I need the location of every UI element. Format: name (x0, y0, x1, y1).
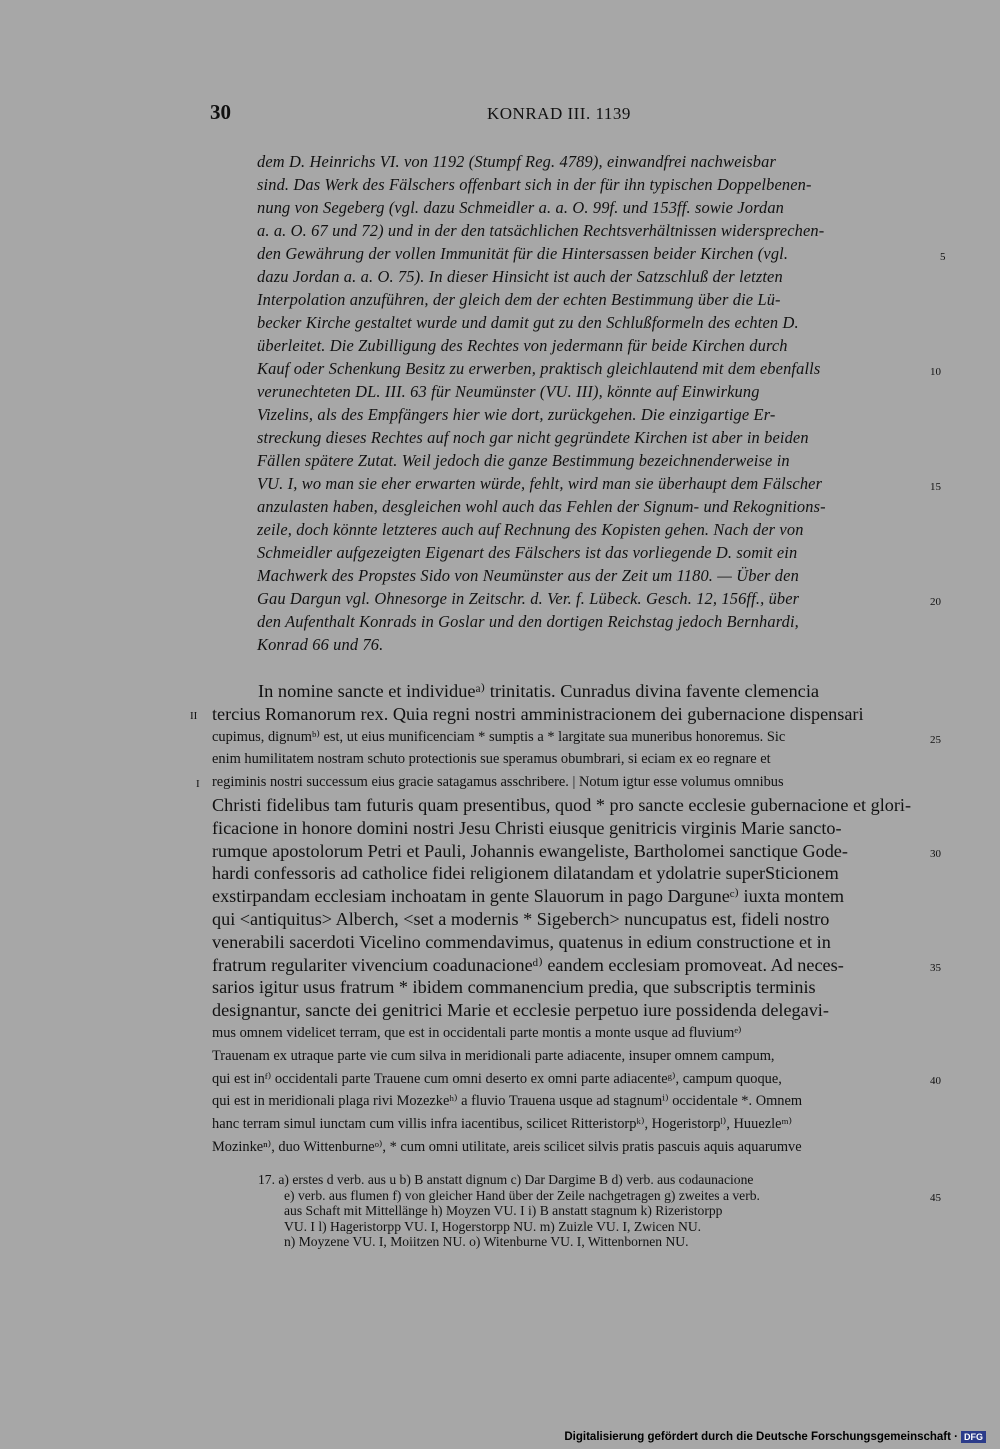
commentary-line: den Aufenthalt Konrads in Goslar und den dortigen Reichstag jedoch Bernhardi, (257, 612, 799, 631)
charter-line: cupimus, dignumᵇ⁾ est, ut eius munificenciam * sumptis a * largitate sua muneribus honoremus. Sic (212, 728, 786, 745)
note-line: VU. I l) Hageristorpp VU. I, Hogerstorpp NU. m) Zuizle VU. I, Zwicen NU. (284, 1218, 702, 1234)
charter-text (212, 680, 922, 1159)
commentary-line: zeile, doch könnte letzteres auch auf Rechnung des Kopisten gehen. Nach der von (257, 520, 804, 539)
charter-line: hanc terram simul iunctam cum villis infra iacentibus, scilicet Ritteristorpᵏ⁾, Hogeristorpˡ⁾, Huuezleᵐ⁾ (212, 1116, 793, 1133)
commentary-line: Interpolation anzuführen, der gleich dem der echten Bestimmung über die Lü- (257, 290, 781, 309)
charter-line: qui est inᶠ⁾ occidentali parte Trauene cum omni deserto ex omni parte adiacenteᵍ⁾, campum quoque, (212, 1070, 782, 1087)
footer-text: Digitalisierung gefördert durch die Deutsche Forschungsgemeinschaft (564, 1431, 951, 1443)
commentary-line: Gau Dargun vgl. Ohnesorge in Zeitschr. d. Ver. f. Lübeck. Gesch. 12, 156ff., über (257, 589, 800, 608)
charter-line: hardi confessoris ad catholice fidei religionem dilatandam et ydolatrie superSticionem (212, 863, 839, 884)
charter-line: mus omnem videlicet terram, que est in occidentali parte montis a monte usque ad fluviumᵉ⁾ (212, 1024, 742, 1041)
commentary-line: Kauf oder Schenkung Besitz zu erwerben, praktisch gleichlautend mit dem ebenfalls (257, 359, 821, 378)
charter-line: exstirpandam ecclesiam inchoatam in gente Slauorum in pago Darguneᶜ⁾ iuxta montem (212, 886, 845, 907)
commentary-line: dem D. Heinrichs VI. von 1192 (Stumpf Reg. 4789), einwandfrei nachweisbar (257, 152, 776, 171)
line-number: 15 (930, 481, 941, 493)
running-title: KONRAD III. 1139 (487, 104, 631, 123)
line-number: 25 (930, 734, 941, 746)
footer-credit: Digitalisierung gefördert durch die Deutsche Forschungsgemeinschaft · DFG (564, 1431, 986, 1443)
charter-line: Christi fidelibus tam futuris quam presentibus, quod * pro sancte ecclesie gubernacione et glori- (212, 794, 912, 815)
left-margin-mark: II (190, 710, 198, 722)
commentary-line: Konrad 66 und 76. (257, 635, 384, 654)
line-number: 20 (930, 596, 941, 608)
line-number: 35 (930, 962, 941, 974)
commentary-line: Schmeidler aufgezeigten Eigenart des Fälschers ist das vorliegende D. somit ein (257, 543, 798, 562)
charter-line: Trauenam ex utraque parte vie cum silva in meridionali parte adiacente, insuper omnem campum, (212, 1047, 775, 1064)
commentary-line: Fällen spätere Zutat. Weil jedoch die ganze Bestimmung bezeichnenderweise in (257, 451, 790, 470)
commentary-line: a. a. O. 67 und 72) und in der den tatsächlichen Rechtsverhältnissen widersprechen- (257, 221, 825, 240)
charter-line: designantur, sancte dei genitrici Marie et ecclesie perpetuo iure possidenda delegavi- (212, 1000, 829, 1021)
charter-line: tercius Romanorum rex. Quia regni nostri amministracionem dei gubernacione dispensari (212, 703, 864, 724)
line-number: 5 (940, 251, 946, 263)
note-line: 17. a) erstes d verb. aus u b) B anstatt dignum c) Dar Dargime B d) verb. aus codaunacione (258, 1172, 754, 1187)
commentary-line: den Gewährung der vollen Immunität für die Hintersassen beider Kirchen (vgl. (257, 244, 789, 263)
commentary-line: sind. Das Werk des Fälschers offenbart sich in der für ihn typischen Doppelbenen- (257, 175, 812, 194)
charter-line: qui est in meridionali plaga rivi Mozezkeʰ⁾ a fluvio Trauena usque ad stagnumⁱ⁾ occidentale *. Omnem (212, 1093, 803, 1110)
left-margin-mark: I (196, 778, 200, 790)
charter-line: regiminis nostri successum eius gracie satagamus asschribere. | Notum igtur esse volumus omnibus (212, 774, 784, 791)
commentary-line: streckung dieses Rechtes auf noch gar nicht gegründete Kirchen ist aber in beiden (257, 428, 809, 447)
dfg-logo: DFG (961, 1431, 986, 1443)
line-number: 40 (930, 1075, 941, 1087)
charter-line: rumque apostolorum Petri et Pauli, Johannis ewangeliste, Bartholomei sanctique Gode- (212, 840, 848, 861)
line-number: 45 (930, 1192, 941, 1204)
charter-line: enim humilitatem nostram schuto protectionis sue speramus obumbrari, si eciam ex eo regnare et (212, 751, 771, 768)
note-line: aus Schaft mit Mittellänge h) Moyzen VU. I i) B anstatt stagnum k) Rizeristorpp (284, 1203, 723, 1219)
note-line: n) Moyzene VU. I, Moiitzen NU. o) Witenburne VU. I, Wittenbornen NU. (284, 1234, 689, 1250)
commentary-line: Vizelins, als des Empfängers hier wie dort, zurückgehen. Die einzigartige Er- (257, 405, 776, 424)
charter-line: qui <antiquitus> Alberch, <set a modernis * Sigeberch> nuncupatus est, fideli nostro (212, 908, 830, 929)
note-line: e) verb. aus flumen f) von gleicher Hand über der Zeile nachgetragen g) zweites a verb. (284, 1187, 760, 1203)
commentary-line: dazu Jordan a. a. O. 75). In dieser Hinsicht ist auch der Satzschluß der letzten (257, 267, 783, 286)
critical-apparatus (258, 1172, 922, 1250)
charter-line: fratrum regulariter vivencium coadunacioneᵈ⁾ eandem ecclesiam promoveat. Ad neces- (212, 954, 844, 975)
commentary-line: anzulasten haben, desgleichen wohl auch das Fehlen der Signum- und Rekognitions- (257, 497, 826, 516)
charter-line: sarios igitur usus fratrum * ibidem commanencium predia, que subscriptis terminis (212, 977, 816, 998)
commentary-line: becker Kirche gestaltet wurde und damit gut zu den Schlußformeln des echten D. (257, 313, 799, 332)
commentary-line: Machwerk des Propstes Sido von Neumünster aus der Zeit um 1180. — Über den (257, 566, 799, 585)
charter-line: Mozinkeⁿ⁾, duo Wittenburneᵒ⁾, * cum omni utilitate, areis scilicet silvis pratis pascuis aquis aquarumve (212, 1138, 802, 1155)
line-number: 10 (930, 366, 941, 378)
line-number: 30 (930, 848, 941, 860)
commentary-line: nung von Segeberg (vgl. dazu Schmeidler a. a. O. 99f. und 153ff. sowie Jordan (257, 198, 785, 217)
page-number: 30 (210, 100, 231, 124)
commentary (257, 150, 921, 656)
charter-line: venerabili sacerdoti Vicelino commendavimus, quatenus in edium constructione et in (212, 931, 831, 952)
commentary-line: überleitet. Die Zubilligung des Rechtes von jedermann für beide Kirchen durch (257, 336, 788, 355)
commentary-line: verunechteten DL. III. 63 für Neumünster (VU. III), könnte auf Einwirkung (257, 382, 760, 401)
charter-line: In nomine sancte et individueᵃ⁾ trinitatis. Cunradus divina favente clemencia (258, 681, 820, 701)
commentary-line: VU. I, wo man sie eher erwarten würde, fehlt, wird man sie überhaupt dem Fälscher (257, 474, 823, 493)
charter-line: ficacione in honore domini nostri Jesu Christi eiusque genitricis virginis Marie sancto- (212, 817, 842, 838)
